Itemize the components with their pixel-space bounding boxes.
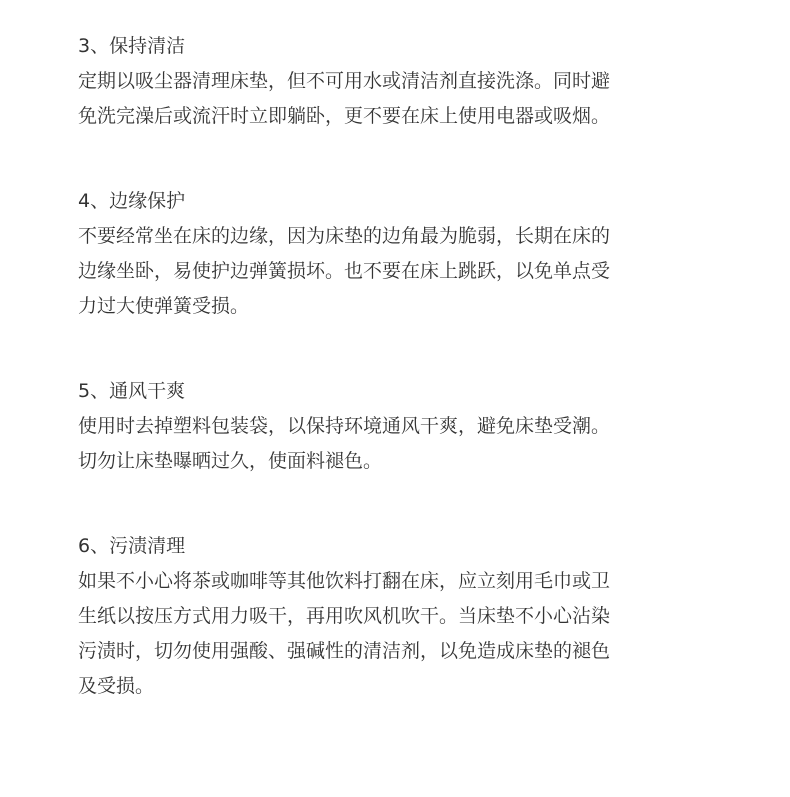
body-line: 污渍时，切勿使用强酸、强碱性的清洁剂，以免造成床垫的褪色 xyxy=(78,640,611,662)
body-line: 生纸以按压方式用力吸干，再用吹风机吹干。当床垫不小心沾染 xyxy=(78,605,611,627)
section-body xyxy=(78,564,610,704)
body-line: 使用时去掉塑料包装袋，以保持环境通风干爽，避免床垫受潮。 xyxy=(78,415,611,437)
body-line: 切勿让床垫曝晒过久，使面料褪色。 xyxy=(78,450,383,472)
section-body xyxy=(78,64,610,134)
section-body xyxy=(78,409,610,479)
section-stain-cleaning xyxy=(78,529,610,704)
body-line: 免洗完澡后或流汗时立即躺卧，更不要在床上使用电器或吸烟。 xyxy=(78,105,611,127)
body-line: 定期以吸尘器清理床垫，但不可用水或清洁剂直接洗涤。同时避 xyxy=(78,70,611,92)
section-ventilation xyxy=(78,374,610,479)
section-body xyxy=(78,219,610,324)
body-line: 边缘坐卧，易使护边弹簧损坏。也不要在床上跳跃，以免单点受 xyxy=(78,260,611,282)
body-line: 及受损。 xyxy=(78,675,155,697)
body-line: 力过大使弹簧受损。 xyxy=(78,295,250,317)
section-keep-clean xyxy=(78,29,610,134)
section-title: 4、边缘保护 xyxy=(78,190,186,212)
body-line: 如果不小心将茶或咖啡等其他饮料打翻在床，应立刻用毛巾或卫 xyxy=(78,570,611,592)
section-title: 6、污渍清理 xyxy=(78,535,186,557)
body-line: 不要经常坐在床的边缘，因为床垫的边角最为脆弱，长期在床的 xyxy=(78,225,611,247)
section-title: 5、通风干爽 xyxy=(78,380,186,402)
section-title: 3、保持清洁 xyxy=(78,35,186,57)
section-edge-protection xyxy=(78,184,610,324)
